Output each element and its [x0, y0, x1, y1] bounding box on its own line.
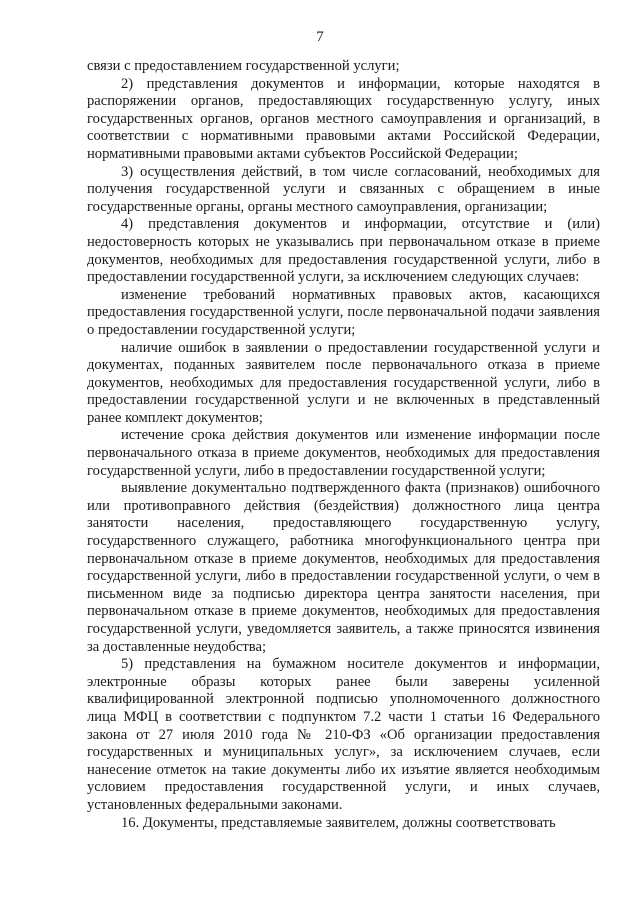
paragraph-case-errors: наличие ошибок в заявлении о предоставлении государственной услуги и документах, поданных заявителем после первоначального отказа в приеме документов, необходимых для предоставления государственной услуги, либо в предоставлении государственной услуги и не включенных в представленный ранее комплект документов; [87, 339, 600, 426]
paragraph-case-misconduct: выявление документально подтвержденного факта (признаков) ошибочного или противоправного действия (бездействия) должностного лица центра занятости населения, предоставляющего государственную услугу, государственного служащего, работника многофункционального центра при первоначальном отказе в приеме документов, необходимых для предоставления государственной услуги, либо в предоставлении государственной услуги, о чем в письменном виде за подписью директора центра занятости населения, при первоначальном отказе в приеме документов, необходимых для предоставления государственной услуги, уведомляется заявитель, а также приносятся извинения за доставленные неудобства; [87, 480, 600, 655]
document-body [87, 58, 600, 832]
page-number: 7 [316, 29, 324, 45]
paragraph-item-5: 5) представления на бумажном носителе документов и информации, электронные образы которых ранее были заверены усиленной квалифицированной электронной подписью уполномоченного должностного лица МФЦ в соответствии с подпунктом 7.2 части 1 статьи 16 Федерального закона от 27 июля 2010 года № 210-ФЗ «Об организации предоставления государственных и муниципальных услуг», за исключением случаев, если нанесение отметок на такие документы либо их изъятие является необходимым условием предоставления государственной услуги, и иных случаев, установленных федеральными законами. [87, 656, 600, 813]
paragraph-continuation: связи с предоставлением государственной услуги; [87, 58, 400, 74]
paragraph-item-4: 4) представления документов и информации, отсутствие и (или) недостоверность которых не указывались при первоначальном отказе в приеме документов, необходимых для предоставления государственной услуги, либо в предоставлении государственной услуги, за исключением следующих случаев: [87, 216, 600, 286]
paragraph-item-3: 3) осуществления действий, в том числе согласований, необходимых для получения государственной услуги и связанных с обращением в иные государственные органы, органы местного самоуправления, организации; [87, 163, 600, 215]
paragraph-section-16: 16. Документы, представляемые заявителем, должны соответствовать [121, 814, 556, 831]
paragraph-item-2: 2) представления документов и информации, которые находятся в распоряжении органов, предоставляющих государственную услугу, иных государственных органов, органов местного самоуправления и организаций, в соответствии с нормативными правовыми актами Российской Федерации, нормативными правовыми актами субъектов Российской Федерации; [87, 75, 600, 162]
paragraph-case-regulation-change: изменение требований нормативных правовых актов, касающихся предоставления государственной услуги, после первоначальной подачи заявления о предоставлении государственной услуги; [87, 286, 600, 338]
paragraph-case-expiry: истечение срока действия документов или изменение информации после первоначального отказа в приеме документов, необходимых для предоставления государственной услуги, либо в предоставлении государственной услуги; [87, 427, 600, 479]
